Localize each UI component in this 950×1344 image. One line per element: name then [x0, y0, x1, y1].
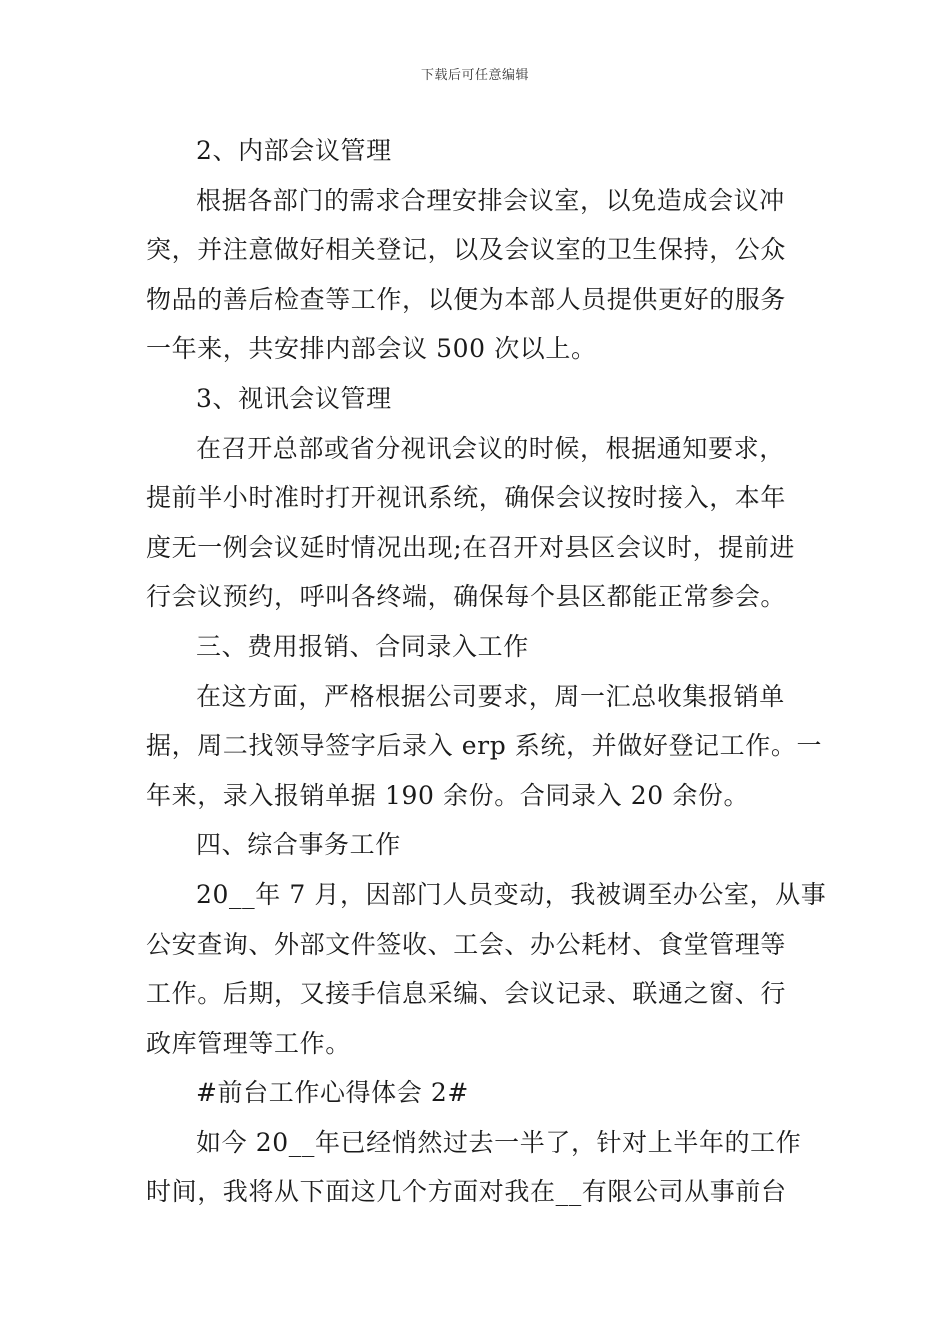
heading-reception-reflection-2: #前台工作心得体会 2# [196, 1078, 469, 1108]
paragraph-line: 如今 20__年已经悄然过去一半了，针对上半年的工作 [196, 1127, 802, 1157]
paragraph-line: 在这方面，严格根据公司要求，周一汇总收集报销单 [196, 681, 785, 711]
heading-video-meetings: 3、视讯会议管理 [196, 383, 392, 413]
paragraph-line: 20__年 7 月，因部门人员变动，我被调至办公室，从事 [196, 879, 827, 909]
paragraph-line: 提前半小时准时打开视讯系统，确保会议按时接入，本年 [146, 483, 787, 513]
page-header-note: 下载后可任意编辑 [420, 68, 529, 83]
paragraph-line: 公安查询、外部文件签收、工会、办公耗材、食堂管理等 [146, 929, 787, 959]
paragraph-line: 在召开总部或省分视讯会议的时候，根据通知要求， [196, 433, 785, 463]
paragraph-line: 工作。后期，又接手信息采编、会议记录、联通之窗、行 [146, 979, 787, 1009]
heading-internal-meetings: 2、内部会议管理 [196, 136, 392, 165]
paragraph-line: 突，并注意做好相关登记，以及会议室的卫生保持，公众 [146, 235, 787, 265]
paragraph-line: 度无一例会议延时情况出现;在召开对县区会议时，提前进 [146, 532, 796, 562]
document-body [146, 126, 827, 1217]
paragraph-line: 政库管理等工作。 [146, 1028, 351, 1058]
paragraph-line: 行会议预约，呼叫各终端，确保每个县区都能正常参会。 [146, 582, 787, 612]
paragraph-line: 年来，录入报销单据 190 余份。合同录入 20 余份。 [146, 780, 750, 810]
paragraph-line: 时间，我将从下面这几个方面对我在__有限公司从事前台 [146, 1177, 787, 1207]
paragraph-line: 据，周二找领导签字后录入 erp 系统，并做好登记工作。一 [146, 731, 823, 761]
paragraph-line: 根据各部门的需求合理安排会议室，以免造成会议冲 [196, 185, 785, 215]
paragraph-line: 物品的善后检查等工作，以便为本部人员提供更好的服务 [146, 284, 787, 314]
heading-expense-contracts: 三、费用报销、合同录入工作 [196, 631, 529, 661]
heading-general-affairs: 四、综合事务工作 [196, 830, 401, 860]
paragraph-line: 一年来，共安排内部会议 500 次以上。 [146, 334, 597, 364]
